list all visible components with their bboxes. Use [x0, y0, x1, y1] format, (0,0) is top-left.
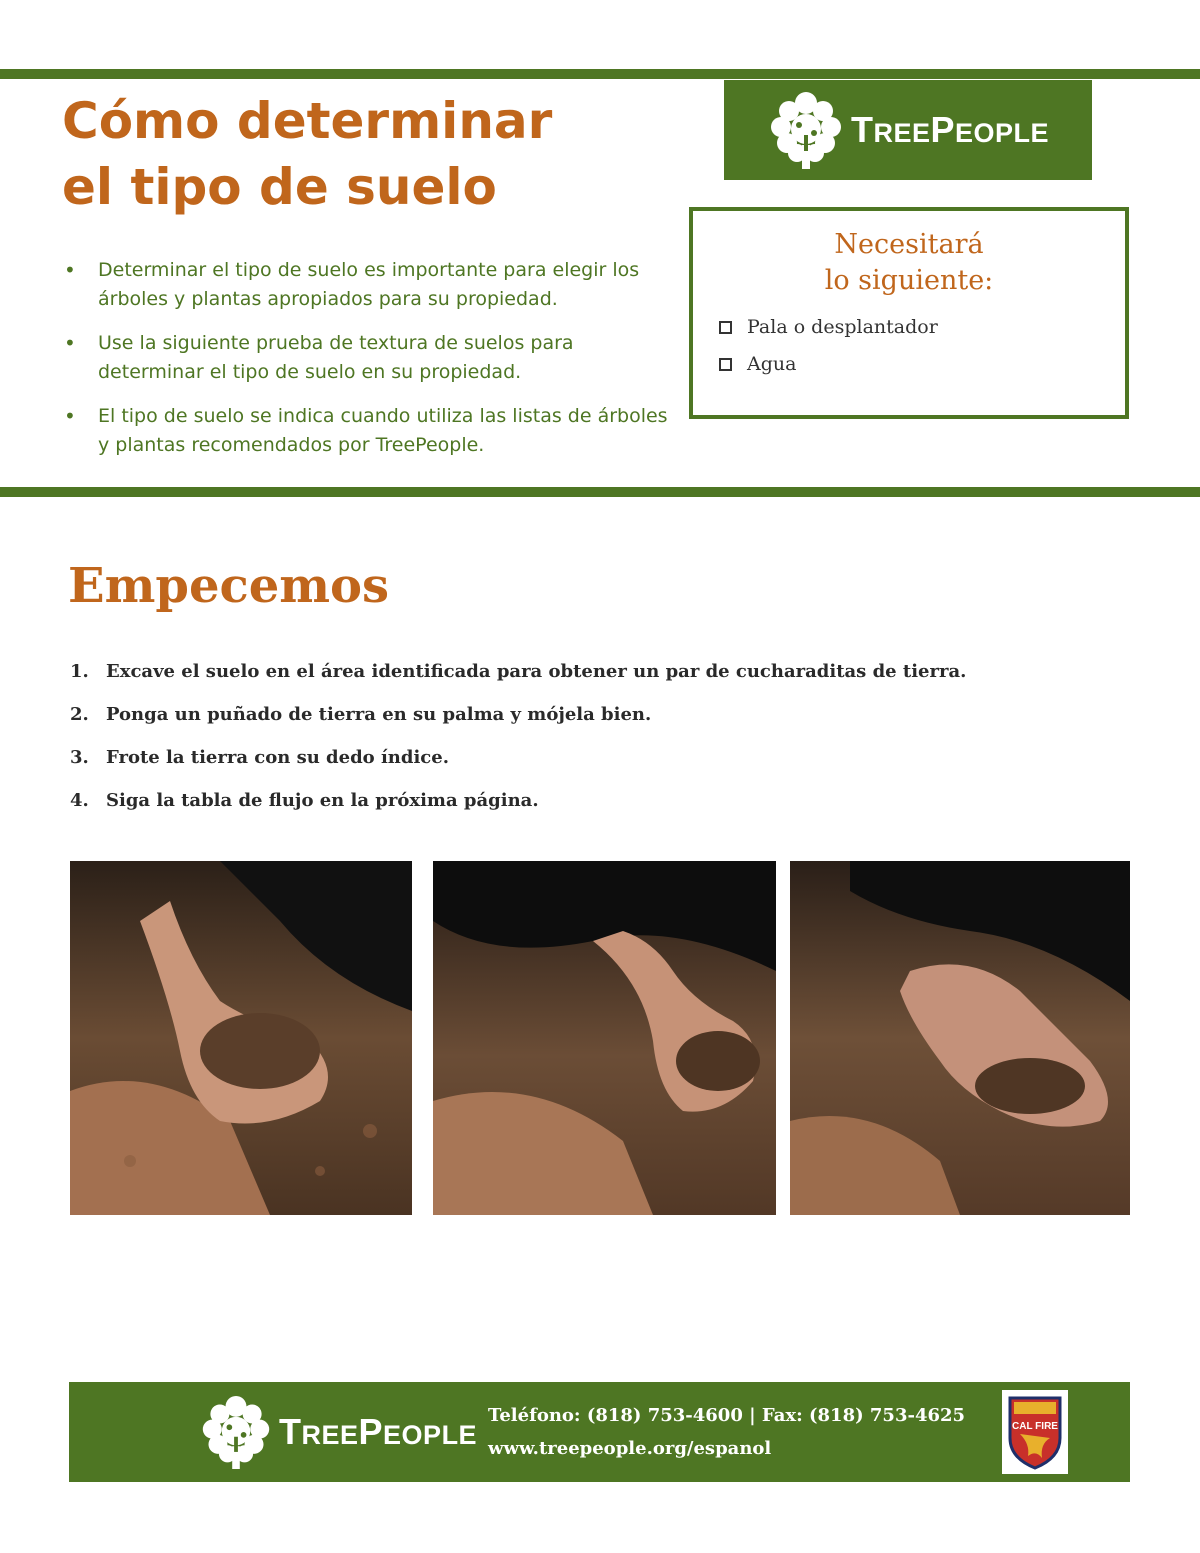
checkbox-icon	[719, 321, 732, 334]
tree-icon	[199, 1393, 273, 1471]
needs-list	[719, 309, 1125, 383]
section-title: Empecemos	[68, 558, 390, 614]
tree-icon	[767, 89, 845, 171]
bullet-item: • Determinar el tipo de suelo es importante para elegir los árboles y plantas apropiados para su propiedad.	[62, 256, 682, 314]
treepeople-logo-footer	[199, 1394, 477, 1470]
phone-fax: Teléfono: (818) 753-4600 | Fax: (818) 753-4625	[488, 1405, 966, 1426]
page-title	[62, 88, 682, 220]
calfire-shield-icon	[1006, 1394, 1064, 1470]
needs-item: Pala o desplantador	[719, 309, 1125, 346]
step-item: 3. Frote la tierra con su dedo índice.	[70, 747, 449, 768]
bullet-item: • El tipo de suelo se indica cuando utiliza las listas de árboles y plantas recomendados por TreePeople.	[62, 402, 682, 460]
logo-wordmark: TREEPEOPLE	[279, 1411, 478, 1452]
footer-bar	[69, 1382, 1130, 1482]
middle-rule	[0, 487, 1200, 497]
logo-wordmark: TREEPEOPLE	[850, 109, 1050, 150]
photo-hand-soil-3	[790, 861, 1130, 1215]
checkbox-icon	[719, 358, 732, 371]
intro-bullets	[62, 256, 682, 475]
website-link[interactable]: www.treepeople.org/espanol	[488, 1438, 772, 1459]
bullet-item: • Use la siguiente prueba de textura de suelos para determinar el tipo de suelo en su propiedad.	[62, 329, 682, 387]
photo-hand-soil-1	[70, 861, 412, 1215]
title-line-1: Cómo determinar	[62, 92, 553, 150]
step-item: 4. Siga la tabla de flujo en la próxima página.	[70, 790, 539, 811]
photo-hand-soil-2	[433, 861, 776, 1215]
top-rule	[0, 69, 1200, 79]
contact-info	[488, 1399, 965, 1465]
steps-list	[70, 650, 966, 822]
calfire-badge	[1002, 1390, 1068, 1474]
step-item: 1. Excave el suelo en el área identificada para obtener un par de cucharaditas de tierra.	[70, 661, 967, 682]
needs-title: Necesitará lo siguiente:	[824, 229, 994, 296]
step-item: 2. Ponga un puñado de tierra en su palma y mójela bien.	[70, 704, 652, 725]
title-line-2: el tipo de suelo	[62, 158, 497, 216]
needs-item: Agua	[719, 346, 1125, 383]
needs-box	[689, 207, 1129, 419]
treepeople-logo	[724, 80, 1092, 180]
svg-text:CAL FIRE: CAL FIRE	[1012, 1421, 1058, 1432]
